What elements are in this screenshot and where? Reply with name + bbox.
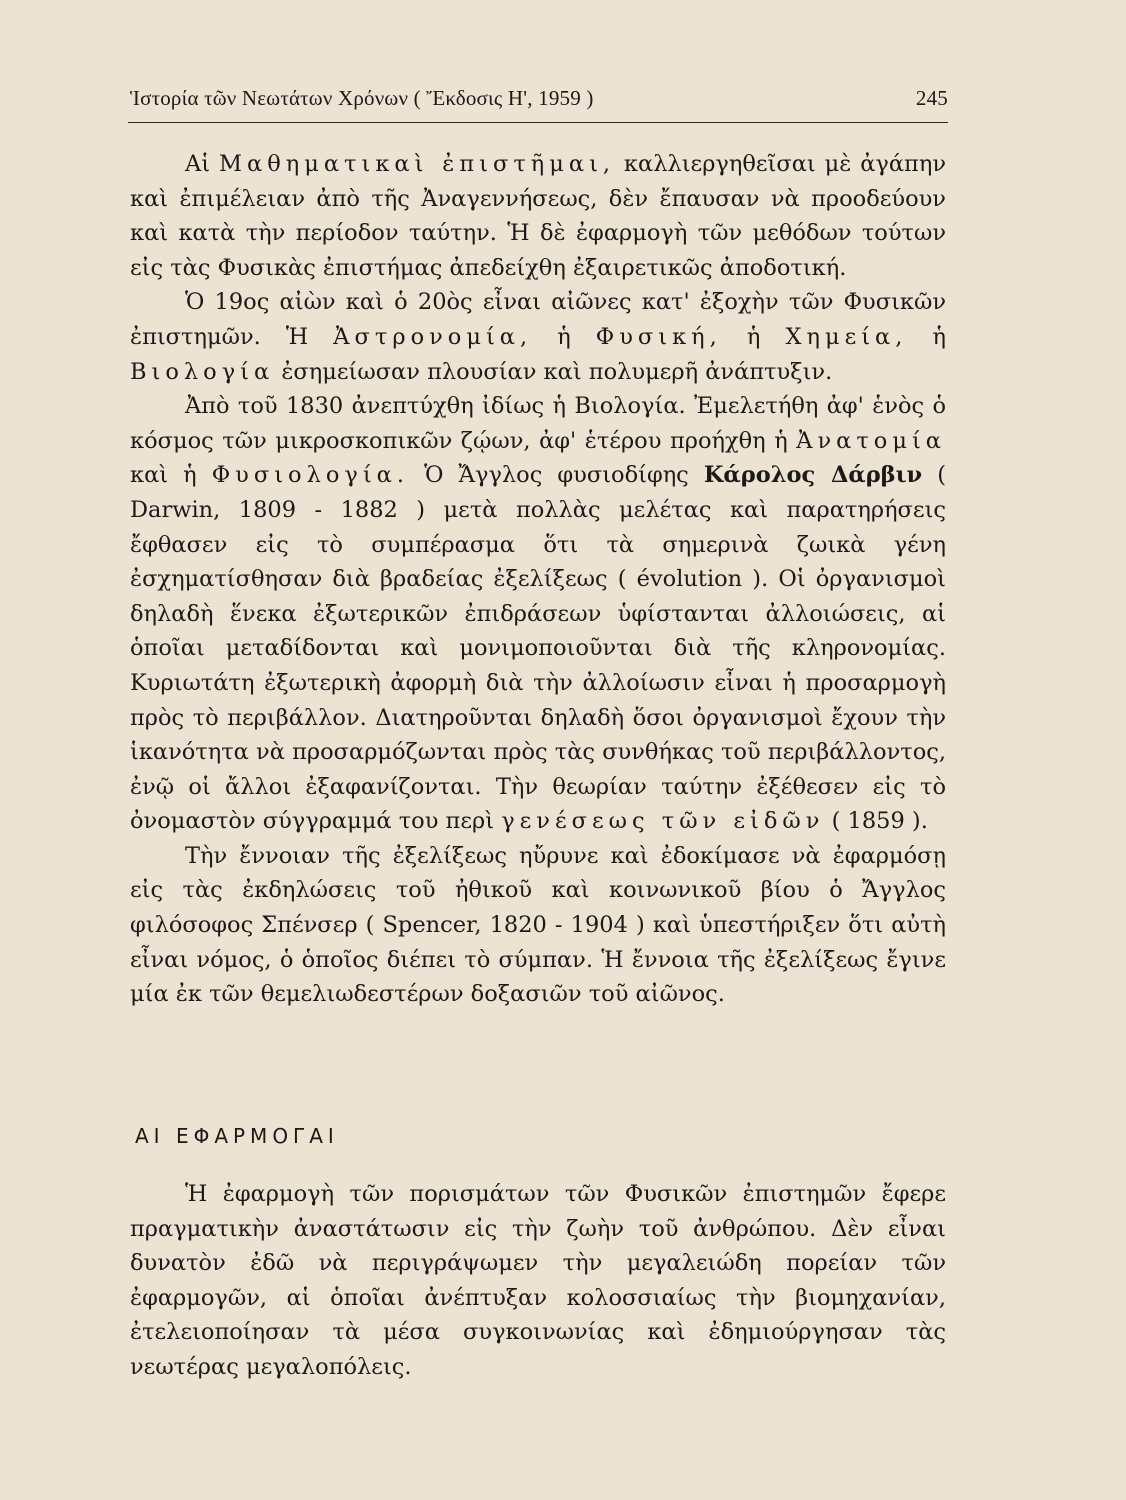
bold-name: Κάρολος Δάρβιν <box>703 462 923 489</box>
text-run: ἐσημείωσαν πλουσίαν καὶ πολυμερῆ ἀνάπτυξιν. <box>274 358 833 385</box>
text-run: Ὁ Ἄγγλος φυσιοδίφης <box>409 462 704 489</box>
running-header-title: Ἱστορία τῶν Νεωτάτων Χρόνων ( Ἔκδοσις Η', 1959 ) <box>130 86 594 110</box>
text-run: καλλιεργηθεῖσαι μὲ ἀγάπην καὶ ἐπιμέλειαν ἀπὸ τῆς Ἀναγεννήσεως, δὲν ἔπαυσαν νὰ προοδεύουν καὶ κατὰ τὴν περίοδον ταύτην. Ἡ δὲ ἐφαρμογὴ τῶν μεθόδων τούτων εἰς τὰς Φυσικὰς ἐπιστήμας ἀπεδείχθη ἐξαιρετικῶς ἀποδοτική. <box>130 151 946 281</box>
paragraph-biology-darwin <box>130 389 946 839</box>
paragraph-applications: Ἡ ἐφαρμογὴ τῶν πορισμάτων τῶν Φυσικῶν ἐπιστημῶν ἔφερε πραγματικὴν ἀναστάτωσιν εἰς τὴν ζωὴν τοῦ ἀνθρώπου. Δὲν εἶναι δυνατὸν ἐδῶ νὰ περιγράψωμεν τὴν μεγαλειώδη πορείαν τῶν ἐφαρμογῶν, αἱ ὁποῖαι ἀνέπτυξαν κολοσσιαίως τὴν βιομηχανίαν, ἐτελειοποίησαν τὰ μέσα συγκοινωνίας καὶ ἐδημιούργησαν τὰς νεωτέρας μεγαλοπόλεις. <box>130 1181 946 1380</box>
spaced-term: Μαθηματικαὶ ἐπιστῆμαι, <box>218 151 616 177</box>
running-header <box>130 86 948 118</box>
page-number: 245 <box>915 86 948 110</box>
section-heading: ΑΙ ΕΦΑΡΜΟΓΑΙ <box>135 1124 339 1148</box>
spaced-term: Βιολογία <box>130 358 275 385</box>
spaced-term: Χημεία, <box>785 323 908 350</box>
spaced-term: Ἀνατομία <box>796 427 946 454</box>
paragraph-spencer: Τὴν ἔννοιαν τῆς ἐξελίξεως ηὔρυνε καὶ ἐδοκίμασε νὰ ἐφαρμόσῃ εἰς τὰς ἐκδηλώσεις τοῦ ἠθικοῦ καὶ κοινωνικοῦ βίου ὁ Ἄγγλος φιλόσοφος Σπένσερ ( Spencer, 1820 - 1904 ) καὶ ὑπεστήριξεν ὅτι αὐτὴ εἶναι νόμος, ὁ ὁποῖος διέπει τὸ σύμπαν. Ἡ ἔννοια τῆς ἐξελίξεως ἔγινε μία ἐκ τῶν θεμελιωδεστέρων δοξασιῶν τοῦ αἰῶνος. <box>130 842 946 1008</box>
text-run: ἡ <box>532 323 596 350</box>
text-run: ἡ <box>721 323 786 350</box>
text-run: καὶ ἡ <box>130 462 212 489</box>
section-text <box>130 1177 946 1385</box>
spaced-term: Φυσιολογία. <box>211 462 410 489</box>
spaced-term: Φυσική, <box>595 323 722 350</box>
header-rule <box>128 122 948 123</box>
paragraph-mathematics <box>130 147 946 285</box>
spaced-term: Ἀστρονομία, <box>333 323 533 350</box>
main-text <box>130 147 946 1012</box>
spaced-term: γενέσεως τῶν εἰδῶν <box>501 808 825 835</box>
text-run: Ὁ 19ος αἰὼν καὶ ὁ 20ὸς εἶναι αἰῶνες κατ' ἐξοχὴν τῶν Φυσικῶν ἐπιστημῶν. Ἡ <box>130 289 946 350</box>
text-run: Ἀπὸ τοῦ 1830 ἀνεπτύχθη ἰδίως ἡ Βιολογία. Ἐμελετήθη ἀφ' ἑνὸς ὁ κόσμος τῶν μικροσκοπικῶν ζῴων, ἀφ' ἑτέρου προήχθη ἡ <box>130 393 946 454</box>
text-run: Αἱ <box>185 151 219 177</box>
paragraph-physical-sciences <box>130 285 946 389</box>
text-run: ἡ <box>907 323 946 350</box>
text-run: ( 1859 ). <box>824 808 928 835</box>
text-run: ( Darwin, 1809 - 1882 ) μετὰ πολλὰς μελέτας καὶ παρατηρήσεις ἔφθασεν εἰς τὸ συμπέρασμα ὅτι τὰ σημερινὰ ζωικὰ γένη ἐσχηματίσθησαν διὰ βραδείας ἐξελίξεως ( évolution ). Οἱ ὀργανισμοὶ δηλαδὴ ἕνεκα ἐξωτερικῶν ἐπιδράσεων ὑφίστανται ἀλλοιώσεις, αἱ ὁποῖαι μεταδίδονται καὶ μονιμοποιοῦνται διὰ τῆς κληρονομίας. Κυριωτάτη ἐξωτερικὴ ἀφορμὴ διὰ τὴν ἀλλοίωσιν εἶναι ἡ προσαρμογὴ πρὸς τὸ περιβάλλον. Διατηροῦνται δηλαδὴ ὅσοι ὀργανισμοὶ ἔχουν τὴν ἱκανότητα νὰ προσαρμόζωνται πρὸς τὰς συνθήκας τοῦ περιβάλλοντος, ἐνῷ οἱ ἄλλοι ἐξαφανίζονται. Τὴν θεωρίαν ταύτην ἐξέθεσεν εἰς τὸ ὀνομαστὸν σύγγραμμά του περὶ <box>130 462 946 835</box>
